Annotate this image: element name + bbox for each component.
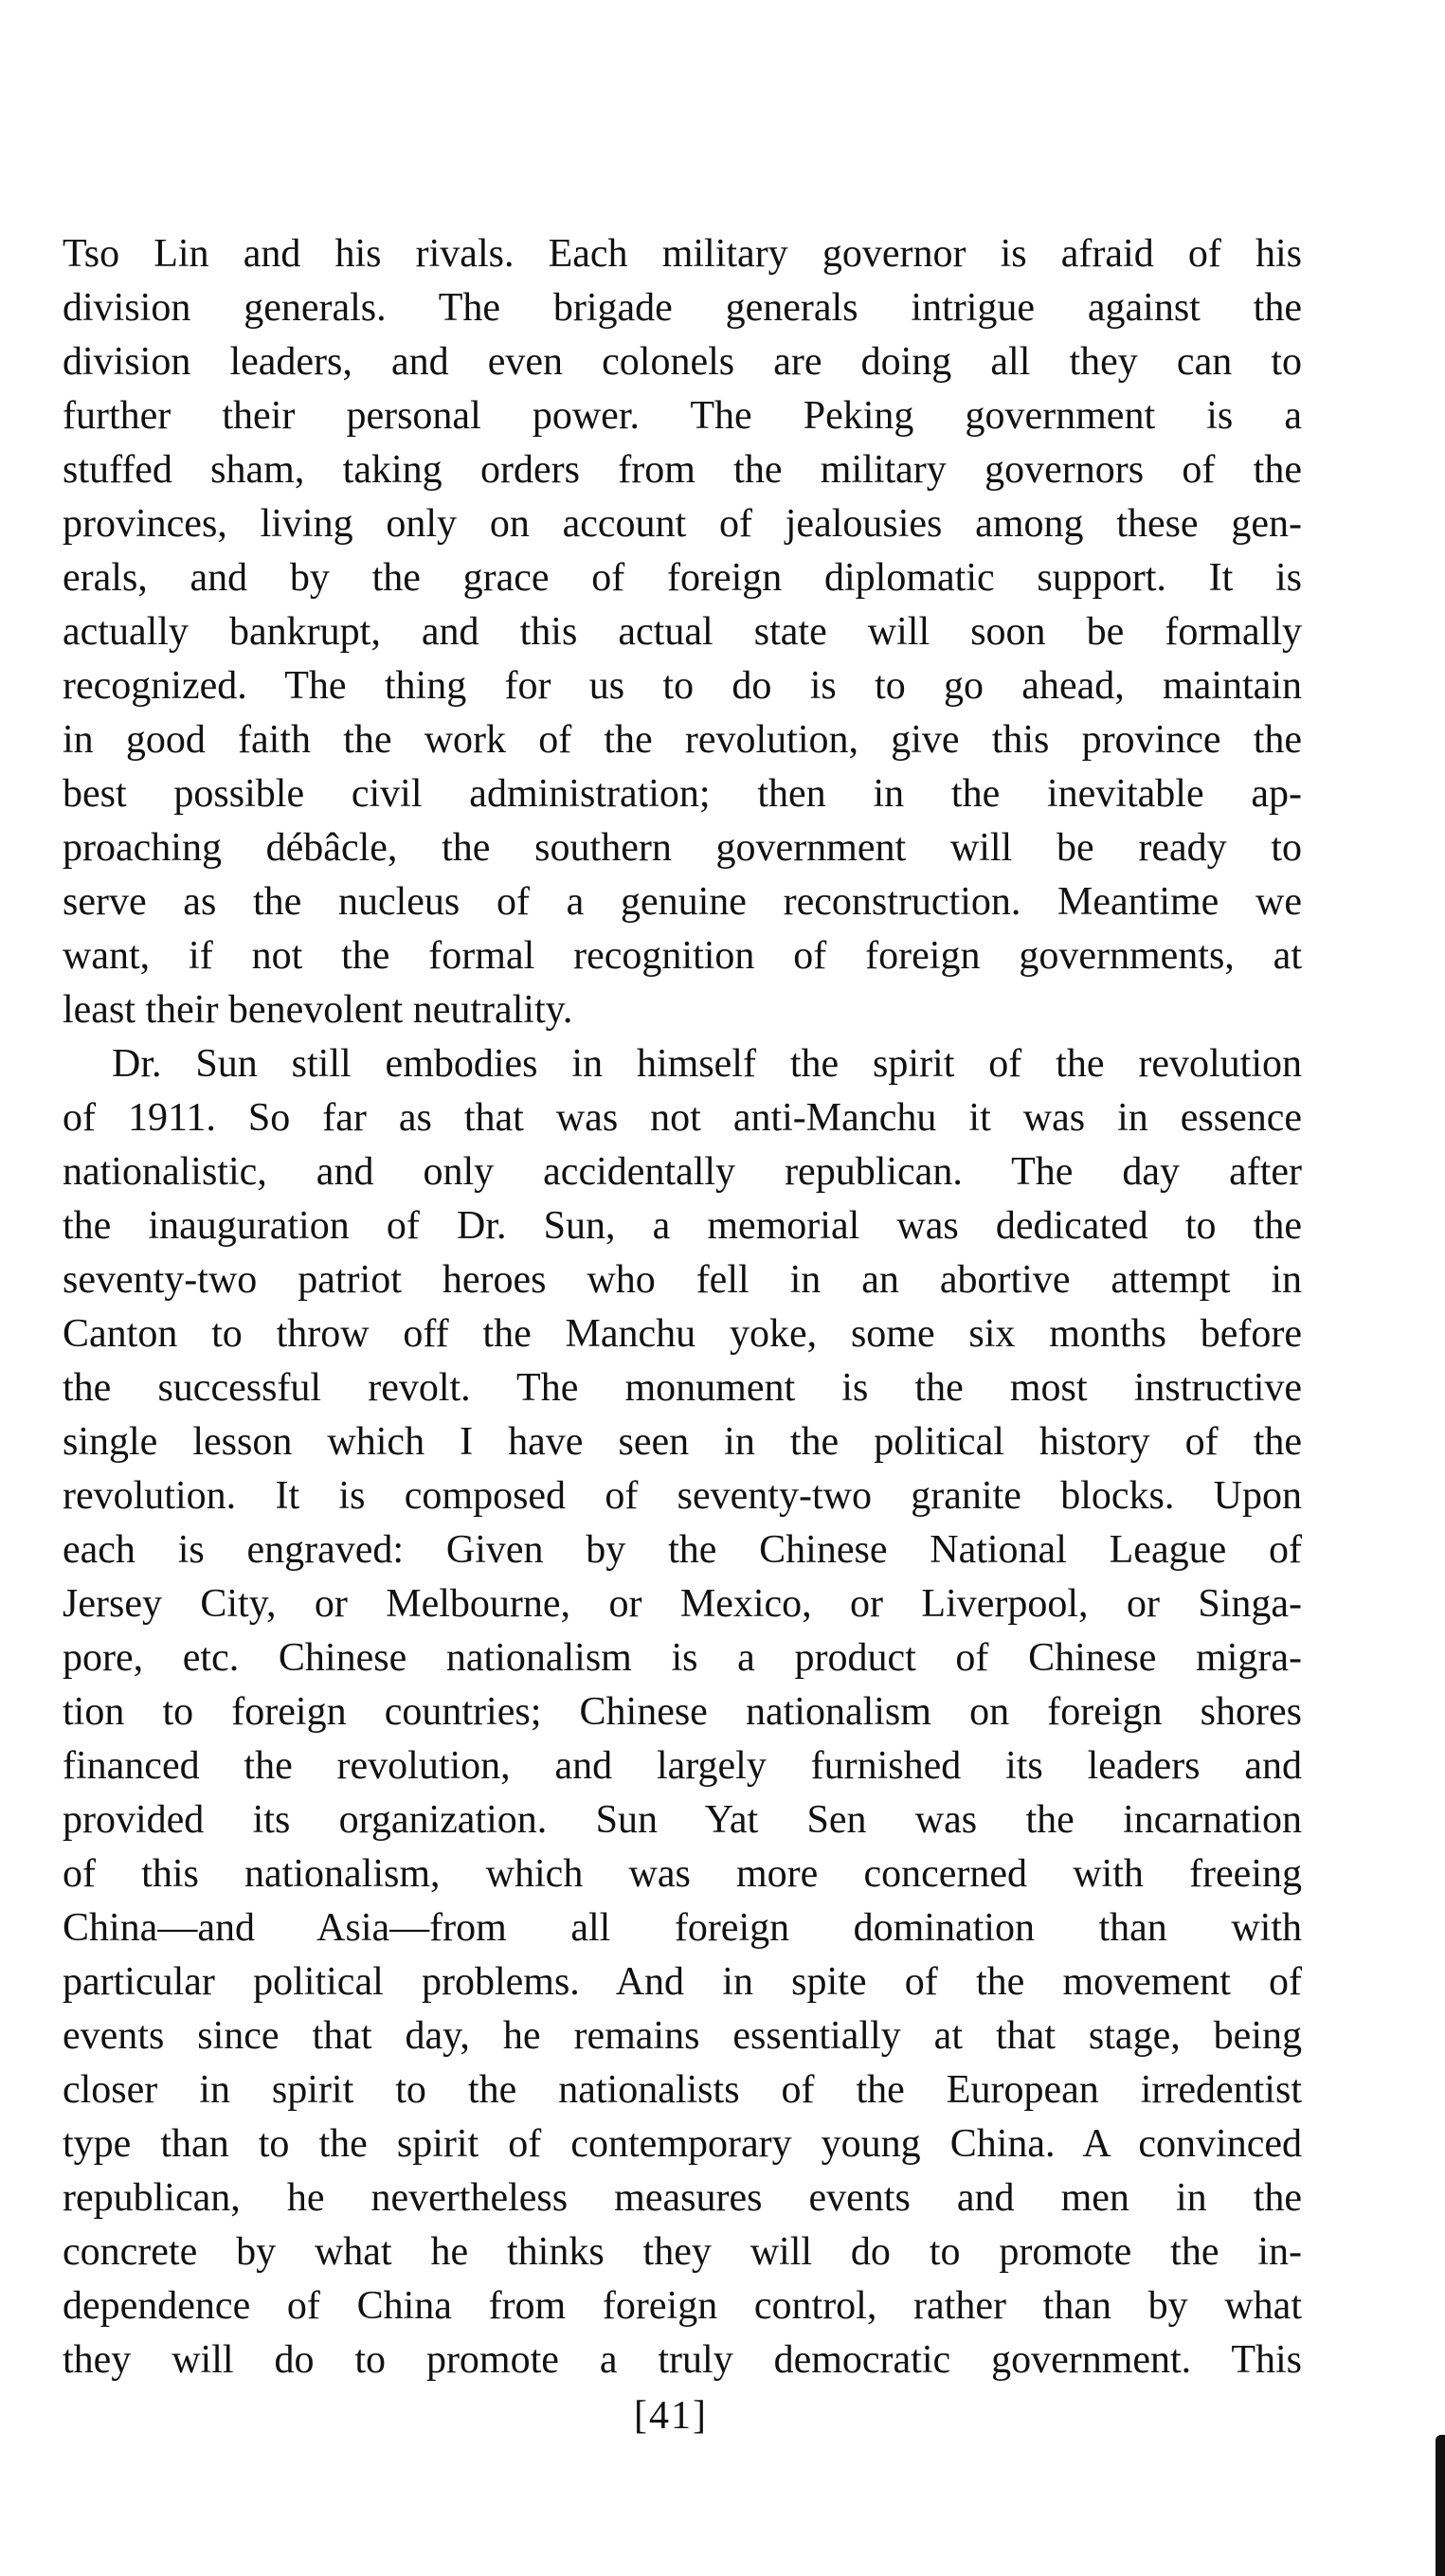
- text-line: concrete by what he thinks they will do to promote the in-: [63, 2230, 1302, 2274]
- text-line: serve as the nucleus of a genuine reconstruction. Meantime we: [63, 880, 1302, 924]
- text-line: recognized. The thing for us to do is to go ahead, maintain: [63, 664, 1302, 708]
- page-number: [41]: [634, 2394, 708, 2438]
- text-line: particular political problems. And in spite of the movement of: [63, 1960, 1302, 2004]
- text-line: Canton to throw off the Manchu yoke, some six months before: [63, 1312, 1302, 1356]
- text-line: Dr. Sun still embodies in himself the spirit of the revolution: [112, 1042, 1302, 1086]
- text-line: they will do to promote a truly democratic government. This: [63, 2338, 1302, 2382]
- text-line: provided its organization. Sun Yat Sen was the incarnation: [63, 1798, 1302, 1842]
- text-line: division generals. The brigade generals intrigue against the: [63, 286, 1302, 330]
- page-edge-shadow: [1436, 2435, 1445, 2576]
- text-line: events since that day, he remains essentially at that stage, being: [63, 2014, 1302, 2058]
- text-line: stuffed sham, taking orders from the military governors of the: [63, 448, 1302, 492]
- text-line: least their benevolent neutrality.: [63, 988, 573, 1032]
- text-line: type than to the spirit of contemporary young China. A convinced: [63, 2122, 1302, 2166]
- text-line: China—and Asia—from all foreign domination than with: [63, 1906, 1302, 1950]
- text-line: best possible civil administration; then in the inevitable ap-: [63, 772, 1302, 816]
- text-line: dependence of China from foreign control, rather than by what: [63, 2284, 1302, 2328]
- text-line: revolution. It is composed of seventy-two granite blocks. Upon: [63, 1474, 1302, 1518]
- text-line: seventy-two patriot heroes who fell in an abortive attempt in: [63, 1258, 1302, 1302]
- text-line: proaching débâcle, the southern government will be ready to: [63, 826, 1302, 870]
- text-line: Tso Lin and his rivals. Each military governor is afraid of his: [63, 232, 1302, 276]
- text-line: division leaders, and even colonels are doing all they can to: [63, 340, 1302, 384]
- text-line: tion to foreign countries; Chinese nationalism on foreign shores: [63, 1690, 1302, 1734]
- text-line: Jersey City, or Melbourne, or Mexico, or Liverpool, or Singa-: [63, 1582, 1302, 1626]
- text-line: provinces, living only on account of jealousies among these gen-: [63, 502, 1302, 546]
- paragraph: [63, 227, 1302, 1037]
- text-line: each is engraved: Given by the Chinese National League of: [63, 1528, 1302, 1572]
- body-text: [63, 227, 1302, 2387]
- text-line: nationalistic, and only accidentally republican. The day after: [63, 1150, 1302, 1194]
- text-line: actually bankrupt, and this actual state will soon be formally: [63, 610, 1302, 654]
- text-line: the successful revolt. The monument is the most instructive: [63, 1366, 1302, 1410]
- text-line: in good faith the work of the revolution, give this province the: [63, 718, 1302, 762]
- text-line: pore, etc. Chinese nationalism is a product of Chinese migra-: [63, 1636, 1302, 1680]
- text-line: of 1911. So far as that was not anti-Manchu it was in essence: [63, 1096, 1302, 1140]
- text-line: single lesson which I have seen in the political history of the: [63, 1420, 1302, 1464]
- text-line: closer in spirit to the nationalists of the European irredentist: [63, 2068, 1302, 2112]
- text-line: erals, and by the grace of foreign diplomatic support. It is: [63, 556, 1302, 600]
- text-line: the inauguration of Dr. Sun, a memorial was dedicated to the: [63, 1204, 1302, 1248]
- text-line: financed the revolution, and largely furnished its leaders and: [63, 1744, 1302, 1788]
- text-line: want, if not the formal recognition of foreign governments, at: [63, 934, 1302, 978]
- text-line: of this nationalism, which was more concerned with freeing: [63, 1852, 1302, 1896]
- text-line: republican, he nevertheless measures events and men in the: [63, 2176, 1302, 2220]
- paragraph: [63, 1037, 1302, 2387]
- text-line: further their personal power. The Peking government is a: [63, 394, 1302, 438]
